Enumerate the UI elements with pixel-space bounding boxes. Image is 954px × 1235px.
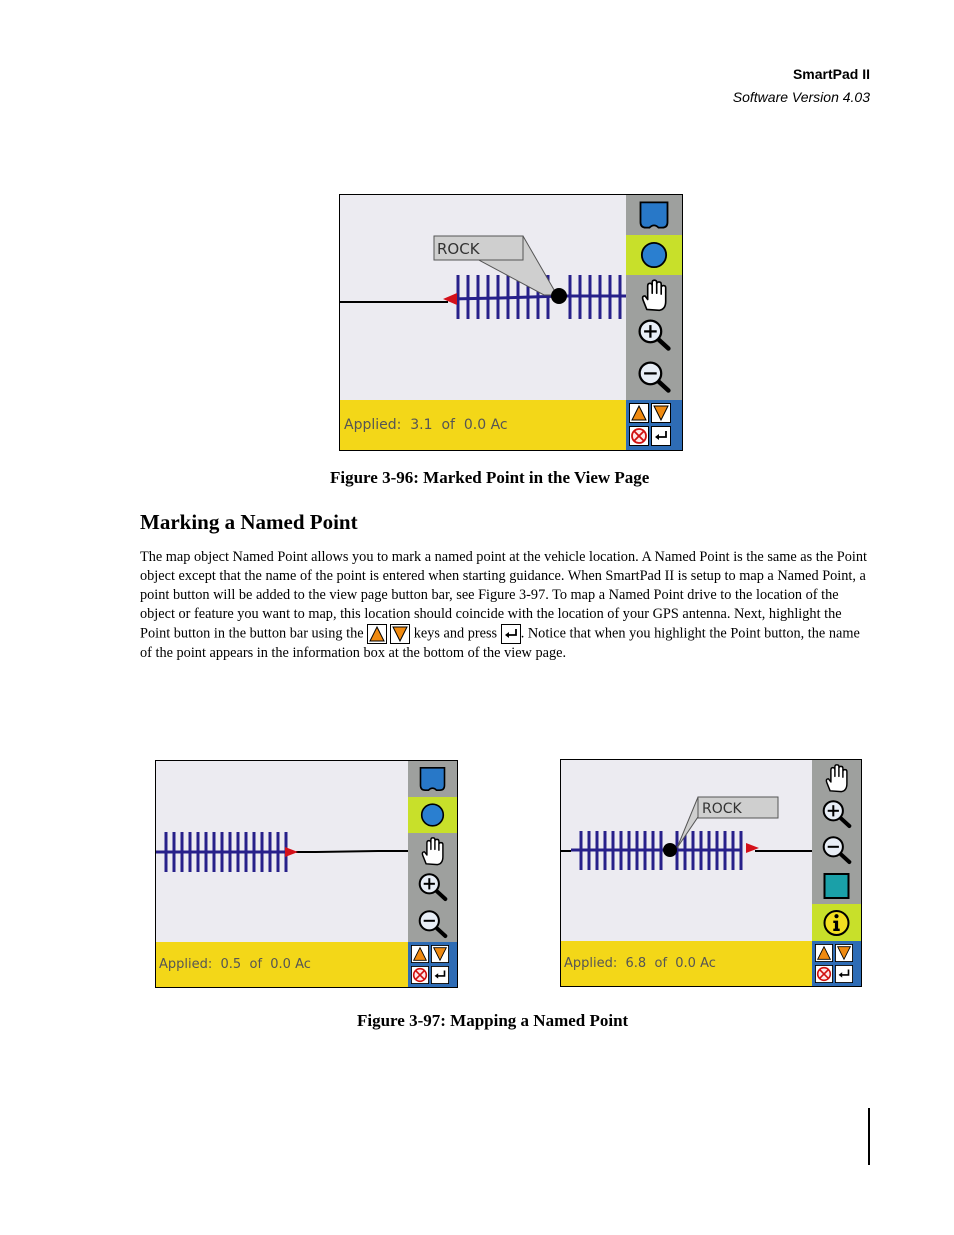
point-icon	[634, 237, 674, 273]
figure-96-caption: Figure 3-96: Marked Point in the View Page	[330, 468, 650, 487]
square-button[interactable]	[812, 868, 861, 904]
total-value: 0.0	[270, 957, 291, 972]
paragraph-text-1: The map object Named Point allows you to mark a named point at the vehicle location. A Named Point is the same as the Point object except that the name of the point is entered when starting guidance. When SmartPad II is setup to map a Named Point, a point button will be added to the view page button bar, see Figure 3-97. To map a Named Point drive to the location of the object or feature you want to map, this location should coincide with the location of your GPS antenna. Next, highlight the Point button in the button bar using the	[140, 549, 868, 642]
enter-icon[interactable]	[835, 965, 853, 983]
up-arrow-icon[interactable]	[815, 944, 833, 962]
figure-97-right-screen	[560, 759, 862, 987]
down-arrow-icon[interactable]	[431, 945, 449, 963]
map-canvas	[561, 760, 812, 941]
of-word: of	[654, 956, 668, 971]
figure-97-left-screen	[155, 760, 458, 988]
status-bar	[561, 941, 812, 986]
up-arrow-icon[interactable]	[411, 945, 429, 963]
zoom-in-icon	[634, 317, 674, 353]
zoom-in-button[interactable]	[626, 315, 682, 355]
display-mode-button[interactable]	[626, 195, 682, 235]
point-button[interactable]	[626, 235, 682, 275]
point-label: ROCK	[437, 240, 480, 258]
point-icon	[415, 799, 450, 831]
of-word: of	[249, 957, 263, 972]
unit-label: Ac	[700, 956, 716, 971]
cancel-icon[interactable]	[629, 426, 649, 446]
map-view	[156, 761, 408, 942]
map-view	[340, 195, 626, 400]
total-value: 0.0	[463, 417, 487, 433]
cancel-icon[interactable]	[815, 965, 833, 983]
point-button[interactable]	[408, 797, 457, 833]
zoom-out-icon	[634, 359, 674, 395]
up-arrow-icon	[367, 624, 387, 644]
zoom-out-icon	[819, 834, 854, 866]
info-button[interactable]	[812, 904, 861, 941]
unit-label: Ac	[295, 957, 311, 972]
zoom-in-button[interactable]	[408, 869, 457, 905]
pan-hand-icon	[634, 277, 674, 313]
paragraph-text-3: . Notice that when you highlight the Point button, the name of the point appears in the information box at the bottom of the view page.	[140, 625, 860, 661]
map-canvas	[156, 761, 408, 942]
tool-sidebar	[626, 195, 682, 400]
enter-icon[interactable]	[431, 966, 449, 984]
marked-point	[663, 843, 677, 857]
display-mode-button[interactable]	[408, 761, 457, 797]
down-arrow-icon[interactable]	[651, 403, 671, 423]
applied-value: 6.8	[625, 956, 647, 971]
applied-label: Applied:	[564, 956, 618, 971]
zoom-out-icon	[415, 908, 450, 940]
paragraph-text-2: keys and press	[413, 625, 498, 642]
section-heading: Marking a Named Point	[140, 510, 358, 534]
down-arrow-icon[interactable]	[835, 944, 853, 962]
body-paragraph	[140, 548, 870, 663]
keypad	[626, 400, 682, 450]
display-mode-icon	[634, 197, 674, 233]
header-title: SmartPad II	[792, 66, 870, 82]
margin-rule	[868, 1108, 870, 1165]
info-icon	[819, 907, 854, 939]
header-subtitle: Software Version 4.03	[732, 89, 870, 105]
zoom-out-button[interactable]	[812, 832, 861, 868]
keypad	[408, 942, 457, 987]
applied-label: Applied:	[344, 417, 402, 433]
vehicle-marker	[443, 293, 457, 305]
status-bar	[156, 942, 408, 987]
marked-point	[551, 288, 567, 304]
square-icon	[819, 870, 854, 902]
pan-hand-icon	[819, 762, 854, 794]
zoom-out-button[interactable]	[408, 905, 457, 942]
pan-button[interactable]	[408, 833, 457, 869]
map-view	[561, 760, 812, 941]
pan-button[interactable]	[626, 275, 682, 315]
tool-sidebar	[408, 761, 457, 942]
figure-96-screen	[339, 194, 683, 451]
display-mode-icon	[415, 763, 450, 795]
zoom-in-button[interactable]	[812, 796, 861, 832]
enter-icon	[501, 624, 521, 644]
total-value: 0.0	[675, 956, 696, 971]
zoom-out-button[interactable]	[626, 355, 682, 400]
up-arrow-icon[interactable]	[629, 403, 649, 423]
zoom-in-icon	[415, 871, 450, 903]
pan-button[interactable]	[812, 760, 861, 796]
zoom-in-icon	[819, 798, 854, 830]
map-canvas	[340, 195, 626, 400]
of-word: of	[441, 417, 455, 433]
down-arrow-icon	[390, 624, 410, 644]
status-bar	[340, 400, 626, 450]
unit-label: Ac	[490, 417, 508, 433]
enter-icon[interactable]	[651, 426, 671, 446]
tool-sidebar	[812, 760, 861, 941]
keypad	[812, 941, 861, 986]
guidance-line	[296, 851, 408, 852]
applied-label: Applied:	[159, 957, 213, 972]
pan-hand-icon	[415, 835, 450, 867]
figure-97-caption: Figure 3-97: Mapping a Named Point	[357, 1011, 629, 1030]
point-label: ROCK	[702, 801, 742, 817]
cancel-icon[interactable]	[411, 966, 429, 984]
applied-value: 0.5	[220, 957, 242, 972]
vehicle-marker	[285, 847, 298, 857]
applied-value: 3.1	[410, 417, 433, 433]
